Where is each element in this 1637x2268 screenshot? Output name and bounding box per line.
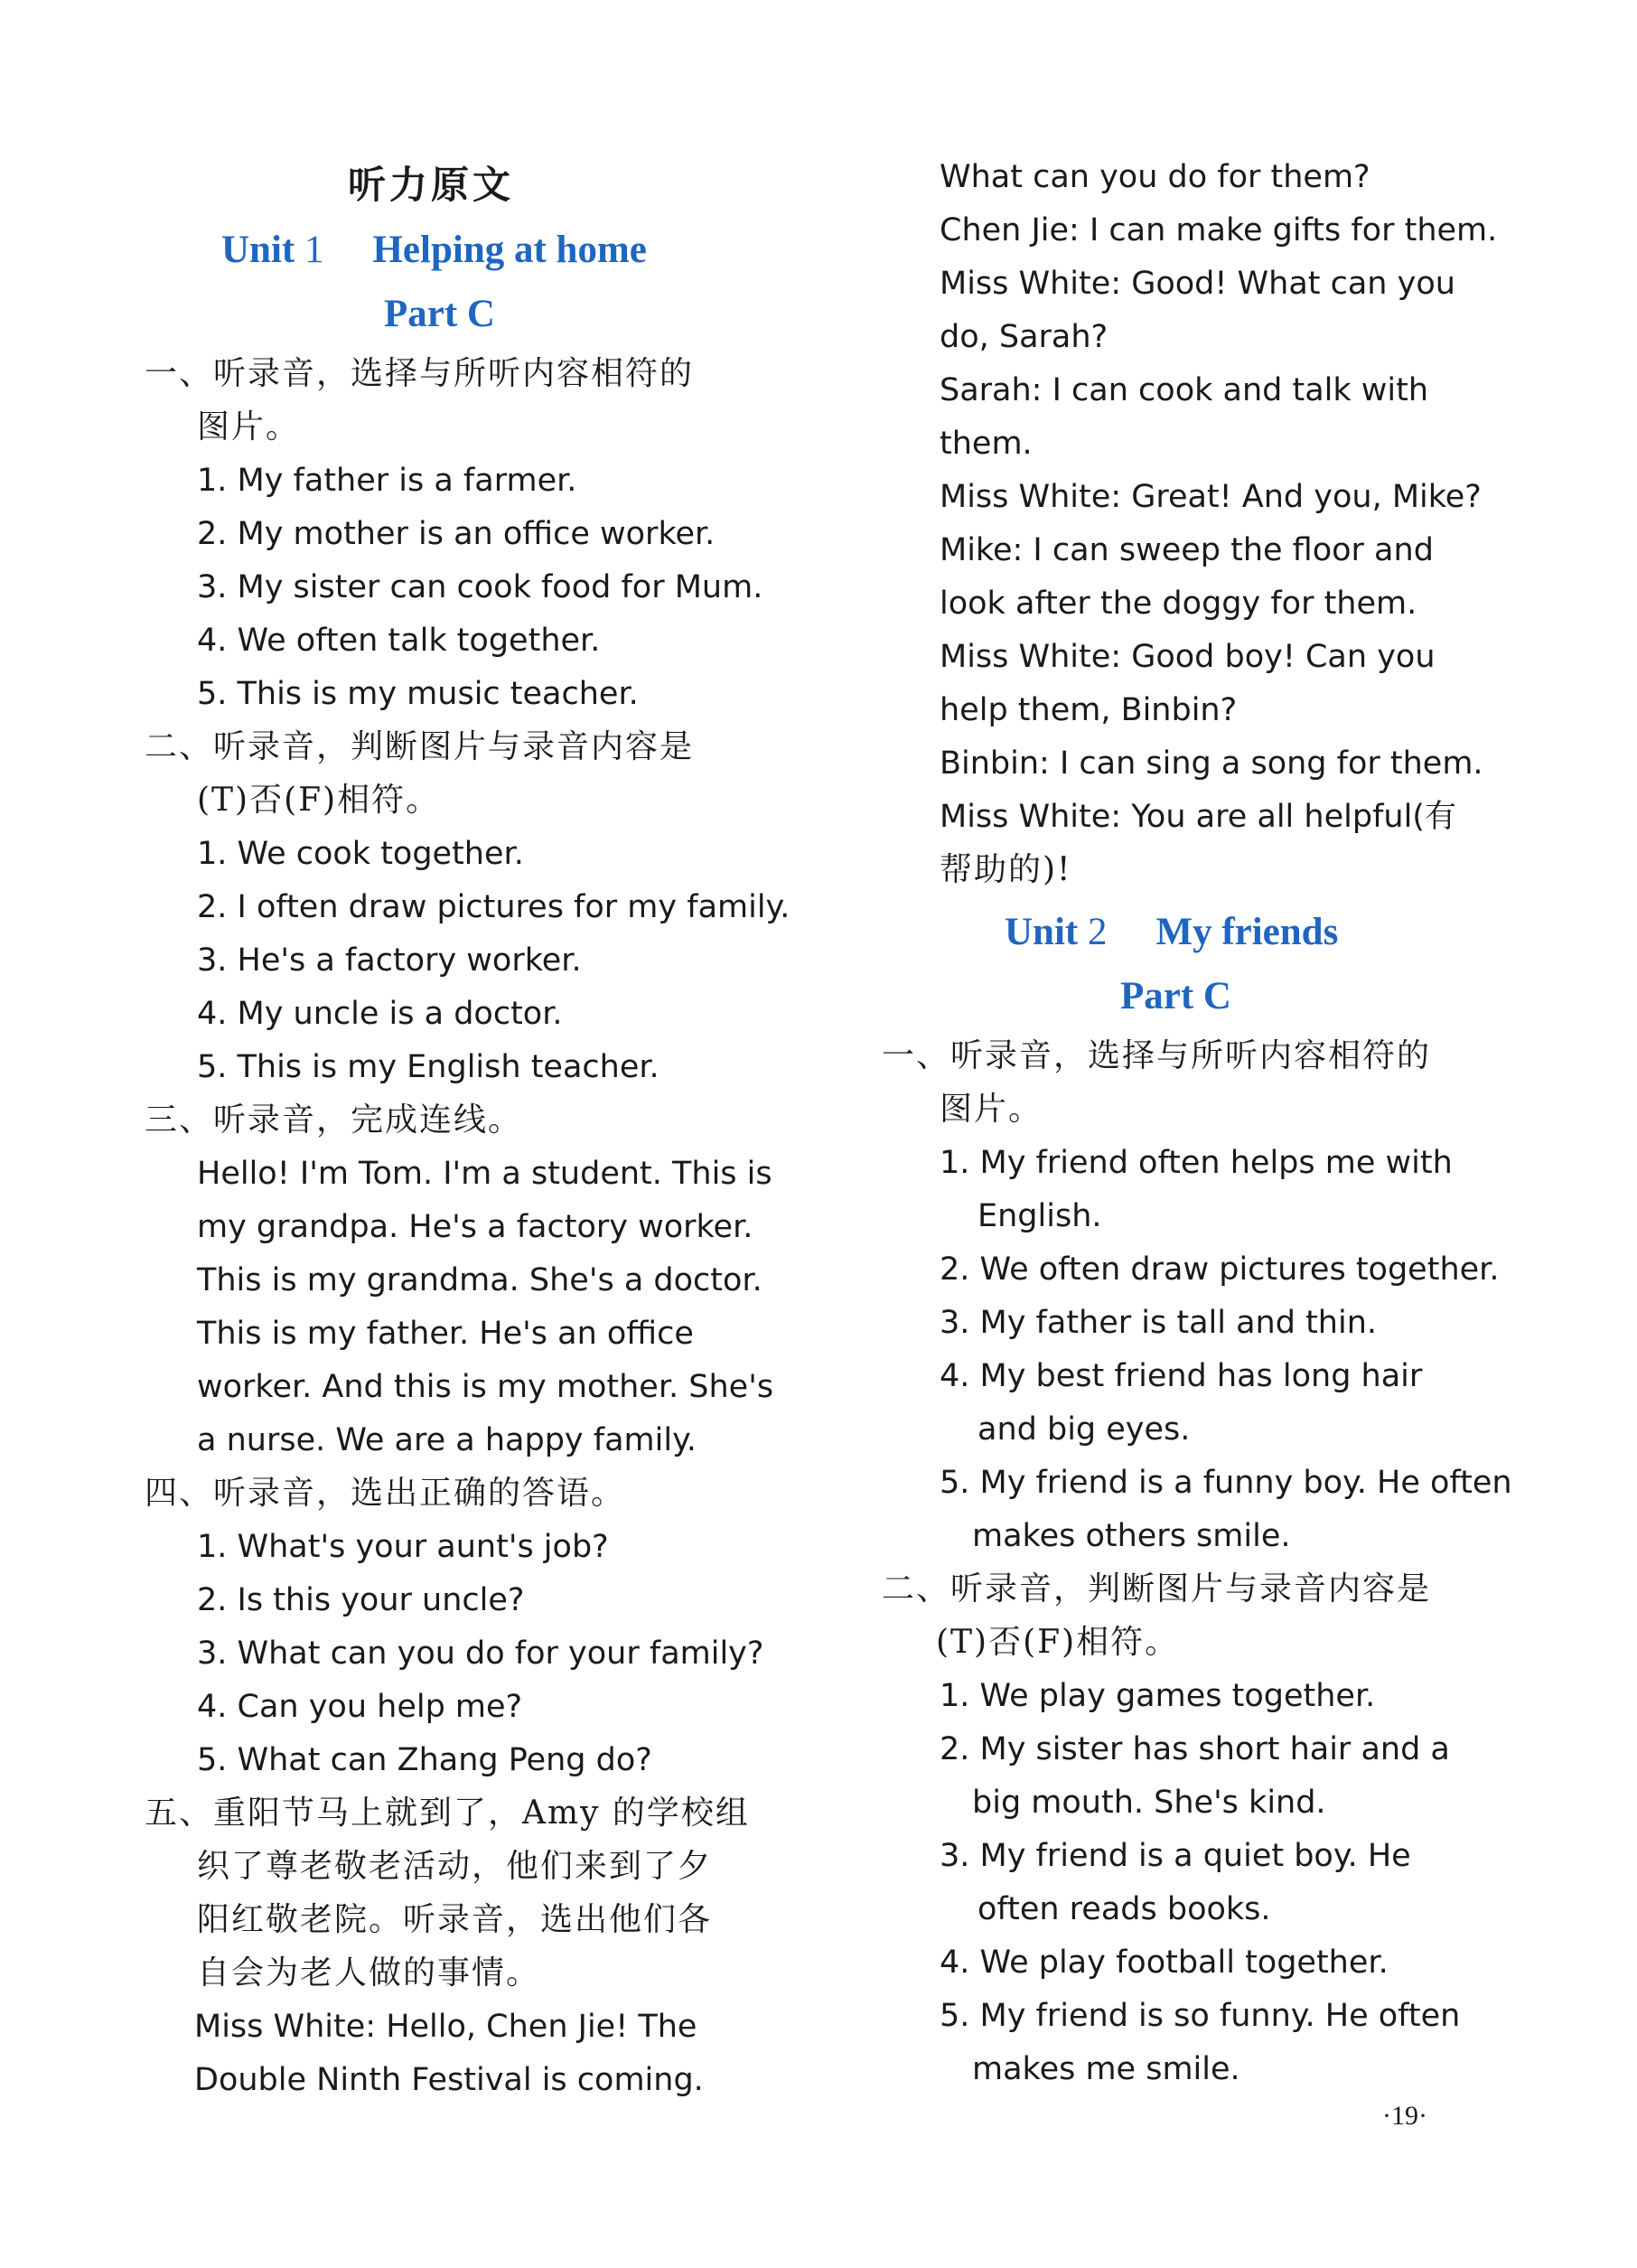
text-line: makes me smile. xyxy=(972,2051,1240,2087)
text-line: 3. My friend is a quiet boy. He xyxy=(940,1838,1411,1874)
text-line: 5. This is my music teacher. xyxy=(197,676,639,712)
text-line: 5. My friend is so funny. He often xyxy=(940,1998,1461,2034)
text-line: 4. My best friend has long hair xyxy=(940,1358,1423,1394)
text-line: 图片。 xyxy=(940,1091,1043,1128)
text-line: 3. He's a factory worker. xyxy=(197,942,582,979)
unit1-name: Helping at home xyxy=(372,229,647,271)
unit1-part: Part C xyxy=(384,293,495,335)
text-line: often reads books. xyxy=(978,1891,1271,1927)
text-line: 阳红敬老院。听录音，选出他们各 xyxy=(197,1901,713,1938)
text-line: Mike: I can sweep the floor and xyxy=(940,532,1434,568)
text-line: 1. We play games together. xyxy=(940,1678,1376,1714)
text-line: 织了尊老敬老活动，他们来到了夕 xyxy=(197,1848,713,1885)
text-line: 1. We cook together. xyxy=(197,836,524,872)
text-line: 2. We often draw pictures together. xyxy=(940,1251,1500,1288)
text-line: help them, Binbin? xyxy=(940,692,1238,728)
text-line: Binbin: I can sing a song for them. xyxy=(940,745,1483,782)
unit2-name: My friends xyxy=(1155,911,1339,953)
text-line: 4. We play football together. xyxy=(940,1945,1389,1981)
text-line: 1. My father is a farmer. xyxy=(197,463,577,499)
section-heading: 二、听录音，判断图片与录音内容是 xyxy=(882,1570,1432,1607)
unit2-label: Unit xyxy=(1005,911,1079,953)
text-line: worker. And this is my mother. She's xyxy=(197,1369,774,1405)
unit1-heading xyxy=(221,228,647,272)
section-heading: 三、听录音，完成连线。 xyxy=(145,1101,523,1139)
unit2-number: 2 xyxy=(1087,911,1108,953)
text-line: my grandpa. He's a factory worker. xyxy=(197,1209,753,1245)
text-line: look after the doggy for them. xyxy=(940,586,1417,622)
text-line: them. xyxy=(940,426,1033,462)
text-line: 1. My friend often helps me with xyxy=(940,1145,1453,1181)
text-line: This is my father. He's an office xyxy=(197,1316,694,1352)
page-number: ·19· xyxy=(1382,2101,1427,2131)
section-heading: 二、听录音，判断图片与录音内容是 xyxy=(145,728,695,765)
unit2-part: Part C xyxy=(1120,975,1231,1017)
text-line: Hello! I'm Tom. I'm a student. This is xyxy=(197,1156,772,1192)
text-line: 5. This is my English teacher. xyxy=(197,1049,659,1085)
text-line: 4. Can you help me? xyxy=(197,1689,523,1725)
text-line: Miss White: Great! And you, Mike? xyxy=(940,479,1482,515)
text-line: Miss White: Hello, Chen Jie! The xyxy=(194,2009,697,2045)
section-heading: 五、重阳节马上就到了，Amy 的学校组 xyxy=(145,1795,750,1832)
text-line: English. xyxy=(978,1198,1102,1234)
text-line: 3. My father is tall and thin. xyxy=(940,1305,1378,1341)
text-line: Miss White: Good! What can you xyxy=(940,266,1455,302)
unit1-number: 1 xyxy=(304,229,324,271)
text-line: a nurse. We are a happy family. xyxy=(197,1422,697,1458)
text-line: 2. Is this your uncle? xyxy=(197,1582,525,1618)
unit2-heading xyxy=(1005,910,1338,954)
text-line: 5. My friend is a funny boy. He often xyxy=(940,1465,1512,1501)
text-line: do, Sarah? xyxy=(940,319,1108,355)
text-line: 自会为老人做的事情。 xyxy=(197,1954,541,1992)
text-line: Miss White: You are all helpful(有 xyxy=(940,799,1456,835)
text-line: Chen Jie: I can make gifts for them. xyxy=(940,212,1498,248)
text-line: 帮助的)! xyxy=(940,851,1072,888)
text-line: 2. I often draw pictures for my family. xyxy=(197,889,790,925)
text-line: 5. What can Zhang Peng do? xyxy=(197,1742,652,1778)
text-line: 1. What's your aunt's job? xyxy=(197,1529,609,1565)
text-line: This is my grandma. She's a doctor. xyxy=(197,1262,762,1298)
text-line: 4. We often talk together. xyxy=(197,623,601,659)
text-line: 3. My sister can cook food for Mum. xyxy=(197,569,763,605)
text-line: 4. My uncle is a doctor. xyxy=(197,996,563,1032)
page-title: 听力原文 xyxy=(348,163,515,207)
section-heading: 一、听录音，选择与所听内容相符的 xyxy=(145,355,695,392)
text-line: big mouth. She's kind. xyxy=(972,1785,1326,1821)
section-heading: 一、听录音，选择与所听内容相符的 xyxy=(882,1037,1432,1074)
text-line: 3. What can you do for your family? xyxy=(197,1635,764,1672)
unit1-label: Unit xyxy=(221,229,295,271)
text-line: Sarah: I can cook and talk with xyxy=(940,372,1429,408)
text-line: and big eyes. xyxy=(978,1411,1191,1448)
text-line: 2. My sister has short hair and a xyxy=(940,1731,1450,1767)
text-line: What can you do for them? xyxy=(940,159,1370,195)
text-line: Miss White: Good boy! Can you xyxy=(940,639,1436,675)
text-line: Double Ninth Festival is coming. xyxy=(194,2062,704,2098)
text-line: (T)否(F)相符。 xyxy=(936,1624,1180,1661)
section-heading: 四、听录音，选出正确的答语。 xyxy=(145,1475,626,1512)
text-line: (T)否(F)相符。 xyxy=(197,782,441,819)
text-line: 图片。 xyxy=(197,408,301,445)
text-line: 2. My mother is an office worker. xyxy=(197,516,716,552)
text-line: makes others smile. xyxy=(972,1518,1291,1554)
